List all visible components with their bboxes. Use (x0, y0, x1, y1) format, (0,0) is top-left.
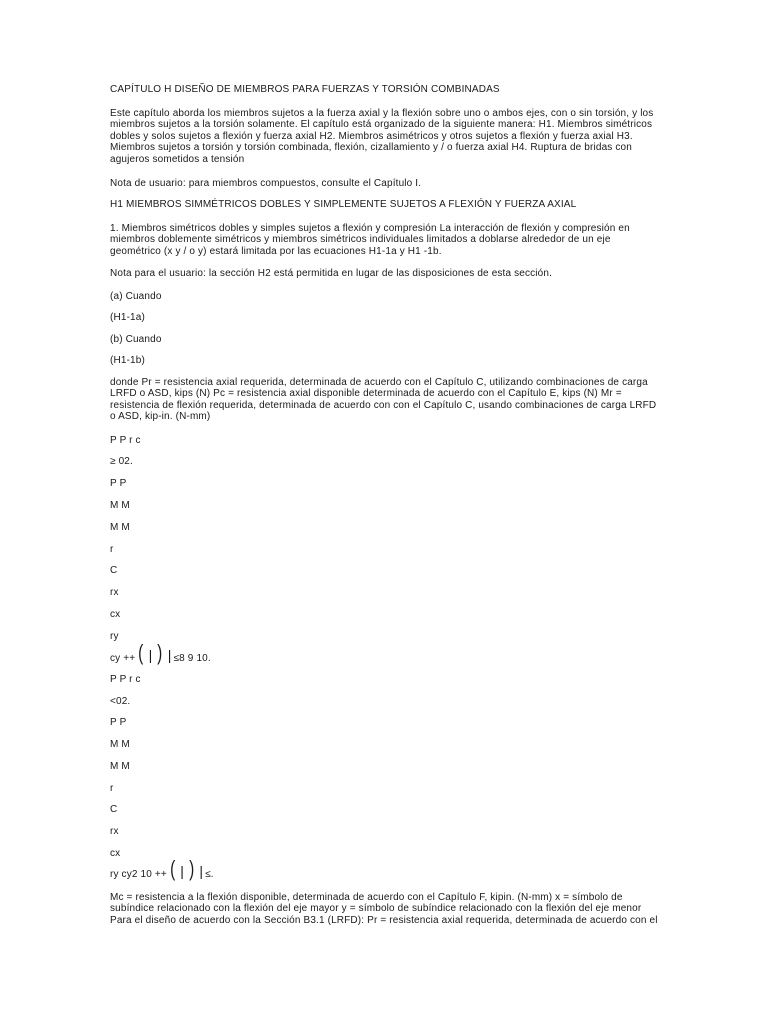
bracket-close: ) (189, 856, 195, 881)
eq2-fragment: cx (110, 848, 121, 859)
eq1-fragment: P P r c (110, 435, 141, 446)
eq1-fragment: C (110, 565, 118, 576)
bracket-bar: | (148, 647, 153, 663)
section-heading-h1: H1 MIEMBROS SIMMÉTRICOS DOBLES Y SIMPLEMENTE SUJETOS A FLEXIÓN Y FUERZA AXIAL (110, 199, 577, 210)
eq1-fragment: ry (110, 631, 119, 642)
eq2-end-text: ≤. (205, 868, 214, 880)
eq1-fragment: rx (110, 587, 119, 598)
eq2-fragment: P P r c (110, 674, 141, 685)
intro-paragraph: Este capítulo aborda los miembros sujetos a la fuerza axial y la flexión sobre uno o ambos ejes, con o sin torsión, y los miembros sujetos a la torsión solamente. El capítulo está organizado de la siguiente manera: H1. Miembros simétricos dobles y solos sujetos a flexión y fuerza axial H2. Miembros asimétricos y otros sujetos a flexión y fuerza axial H3. Miembros sujetos a torsión y torsión combinada, flexión, cizallamiento y / o fuerza axial H4. Ruptura de bridas con agujeros sometidos a tensión (110, 108, 654, 165)
eq1-fragment: ≥ 02. (110, 456, 133, 467)
eq1-fragment: M M (110, 500, 130, 511)
eq2-fragment: M M (110, 739, 130, 750)
case-a-label: (a) Cuando (110, 291, 162, 302)
bracket-open: ( (138, 640, 144, 665)
eq1-end-text: ≤8 9 10. (173, 652, 211, 664)
eq2-fragment: M M (110, 761, 130, 772)
eq1-fragment: r (110, 544, 114, 555)
definitions-continued: Mc = resistencia a la flexión disponible, determinada de acuerdo con el Capítulo F, kipin. (N-mm) x = símbolo de subíndice relacionado con la flexión del eje mayor y = símbolo de subíndice relacionado con la flexión del eje menor Para el diseño de acuerdo con la Sección B3.1 (LRFD): Pr = resistencia axial requerida, determinada de acuerdo con el (110, 892, 658, 926)
eq2-fragment: rx (110, 826, 119, 837)
equation-label-h1-1b: (H1-1b) (110, 355, 145, 366)
bracket-open: ( (169, 856, 176, 881)
definitions-paragraph: donde Pr = resistencia axial requerida, determinada de acuerdo con el Capítulo C, utilizando combinaciones de carga LRFD o ASD, kips (N) Pc = resistencia axial disponible determinada de acuerdo con el Capítulo E, kips (N) Mr = resistencia de flexión requerida, determinada de acuerdo con con el Capítulo C, usando combinaciones de carga LRFD o ASD, kip-in. (N-mm) (110, 377, 657, 423)
chapter-title: CAPÍTULO H DISEÑO DE MIEMBROS PARA FUERZAS Y TORSIÓN COMBINADAS (110, 84, 500, 95)
bracket-bar: | (167, 647, 172, 663)
eq2-fragment: P P (110, 717, 127, 728)
bracket-close: ) (157, 640, 163, 665)
equation-label-h1-1a: (H1-1a) (110, 312, 145, 323)
eq2-start-text: ry cy2 10 ++ (110, 868, 167, 880)
paragraph-1: 1. Miembros simétricos dobles y simples sujetos a flexión y compresión La interacción de flexión y compresión en miembros doblemente simétricos y miembros simétricos individuales limitados a doblarse alrededor de un eje geométrico (x y / o y) estará limitada por las ecuaciones H1-1a y H1 -1b. (110, 223, 630, 257)
case-b-label: (b) Cuando (110, 334, 162, 345)
eq1-fragment: M M (110, 522, 130, 533)
eq2-fragment: r (110, 783, 114, 794)
bracket-bar: | (180, 863, 184, 879)
bracket-bar: | (199, 863, 204, 879)
eq2-fragment: <02. (110, 696, 131, 707)
eq1-fragment: P P (110, 478, 127, 489)
user-note-composite: Nota de usuario: para miembros compuestos, consulte el Capítulo I. (110, 178, 422, 189)
user-note-h2: Nota para el usuario: la sección H2 está permitida en lugar de las disposiciones de esta sección. (110, 268, 553, 279)
eq1-start-text: cy ++ (110, 652, 136, 664)
eq1-fragment: cx (110, 609, 121, 620)
eq1-final-line (110, 640, 211, 666)
eq2-final-line (110, 856, 214, 882)
eq2-fragment: C (110, 804, 118, 815)
